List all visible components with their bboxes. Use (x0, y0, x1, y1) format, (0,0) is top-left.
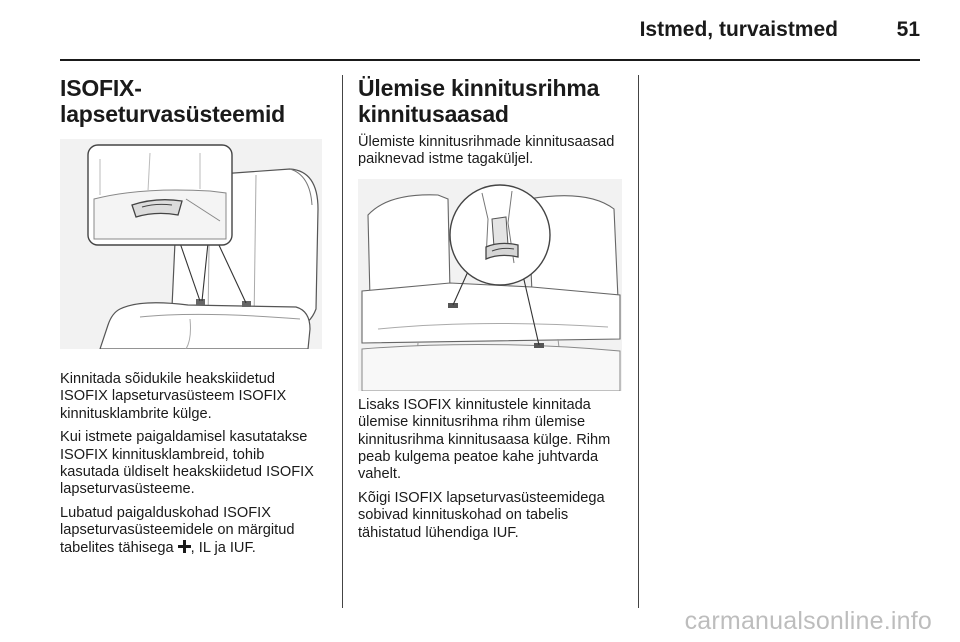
top-tether-paragraph-2: Kõigi ISOFIX lapseturvasüsteemidega sobivad kinnituskohad on tabelis tähistatud lühendiga IUF. (358, 489, 605, 541)
column-divider-left (342, 75, 343, 608)
page-header (0, 0, 960, 62)
section-title: Istmed, turvaistmed (639, 18, 838, 41)
plus-cross-icon (178, 540, 191, 553)
left-column (60, 75, 326, 557)
isofix-paragraph-3-after: , IL ja IUF. (190, 539, 256, 556)
isofix-paragraph-1: Kinnitada sõidukile heakskiidetud ISOFIX lapseturvasüsteem ISOFIX kinnitusklambrite külge. (60, 371, 287, 422)
header-divider (60, 59, 920, 61)
top-tether-illustration (358, 179, 622, 391)
right-column (358, 75, 624, 542)
isofix-heading: ISOFIX-lapseturvasüsteemid (60, 75, 286, 127)
column-divider-right (638, 75, 639, 608)
page-number: 51 (896, 18, 920, 41)
top-tether-intro: Ülemiste kinnitusrihmade kinnitusaasad paiknevad istme tagaküljel. (358, 134, 615, 168)
isofix-paragraph-3 (60, 505, 326, 557)
isofix-paragraph-3-before: Lubatud paigalduskohad ISOFIX lapseturvasüsteemidele on märgitud tabelites tähisega (60, 504, 295, 556)
top-tether-paragraph-1: Lisaks ISOFIX kinnitustele kinnitada ülemise kinnitusrihma rihm ülemise kinnitusrihma kinnitusaasa külge. Rihm peab kulgema peatoe kahe juhtvarda vahelt. (358, 396, 611, 483)
watermark: carmanualsonline.info (684, 607, 932, 635)
isofix-seat-illustration (60, 139, 322, 349)
top-tether-heading: Ülemise kinnitusrihma kinnitusaasad (358, 75, 600, 127)
isofix-paragraph-2: Kui istmete paigaldamisel kasutatakse ISOFIX kinnitusklambreid, tohib kasutada üldiselt heakskiidetud ISOFIX lapseturvasüsteeme. (60, 429, 314, 498)
